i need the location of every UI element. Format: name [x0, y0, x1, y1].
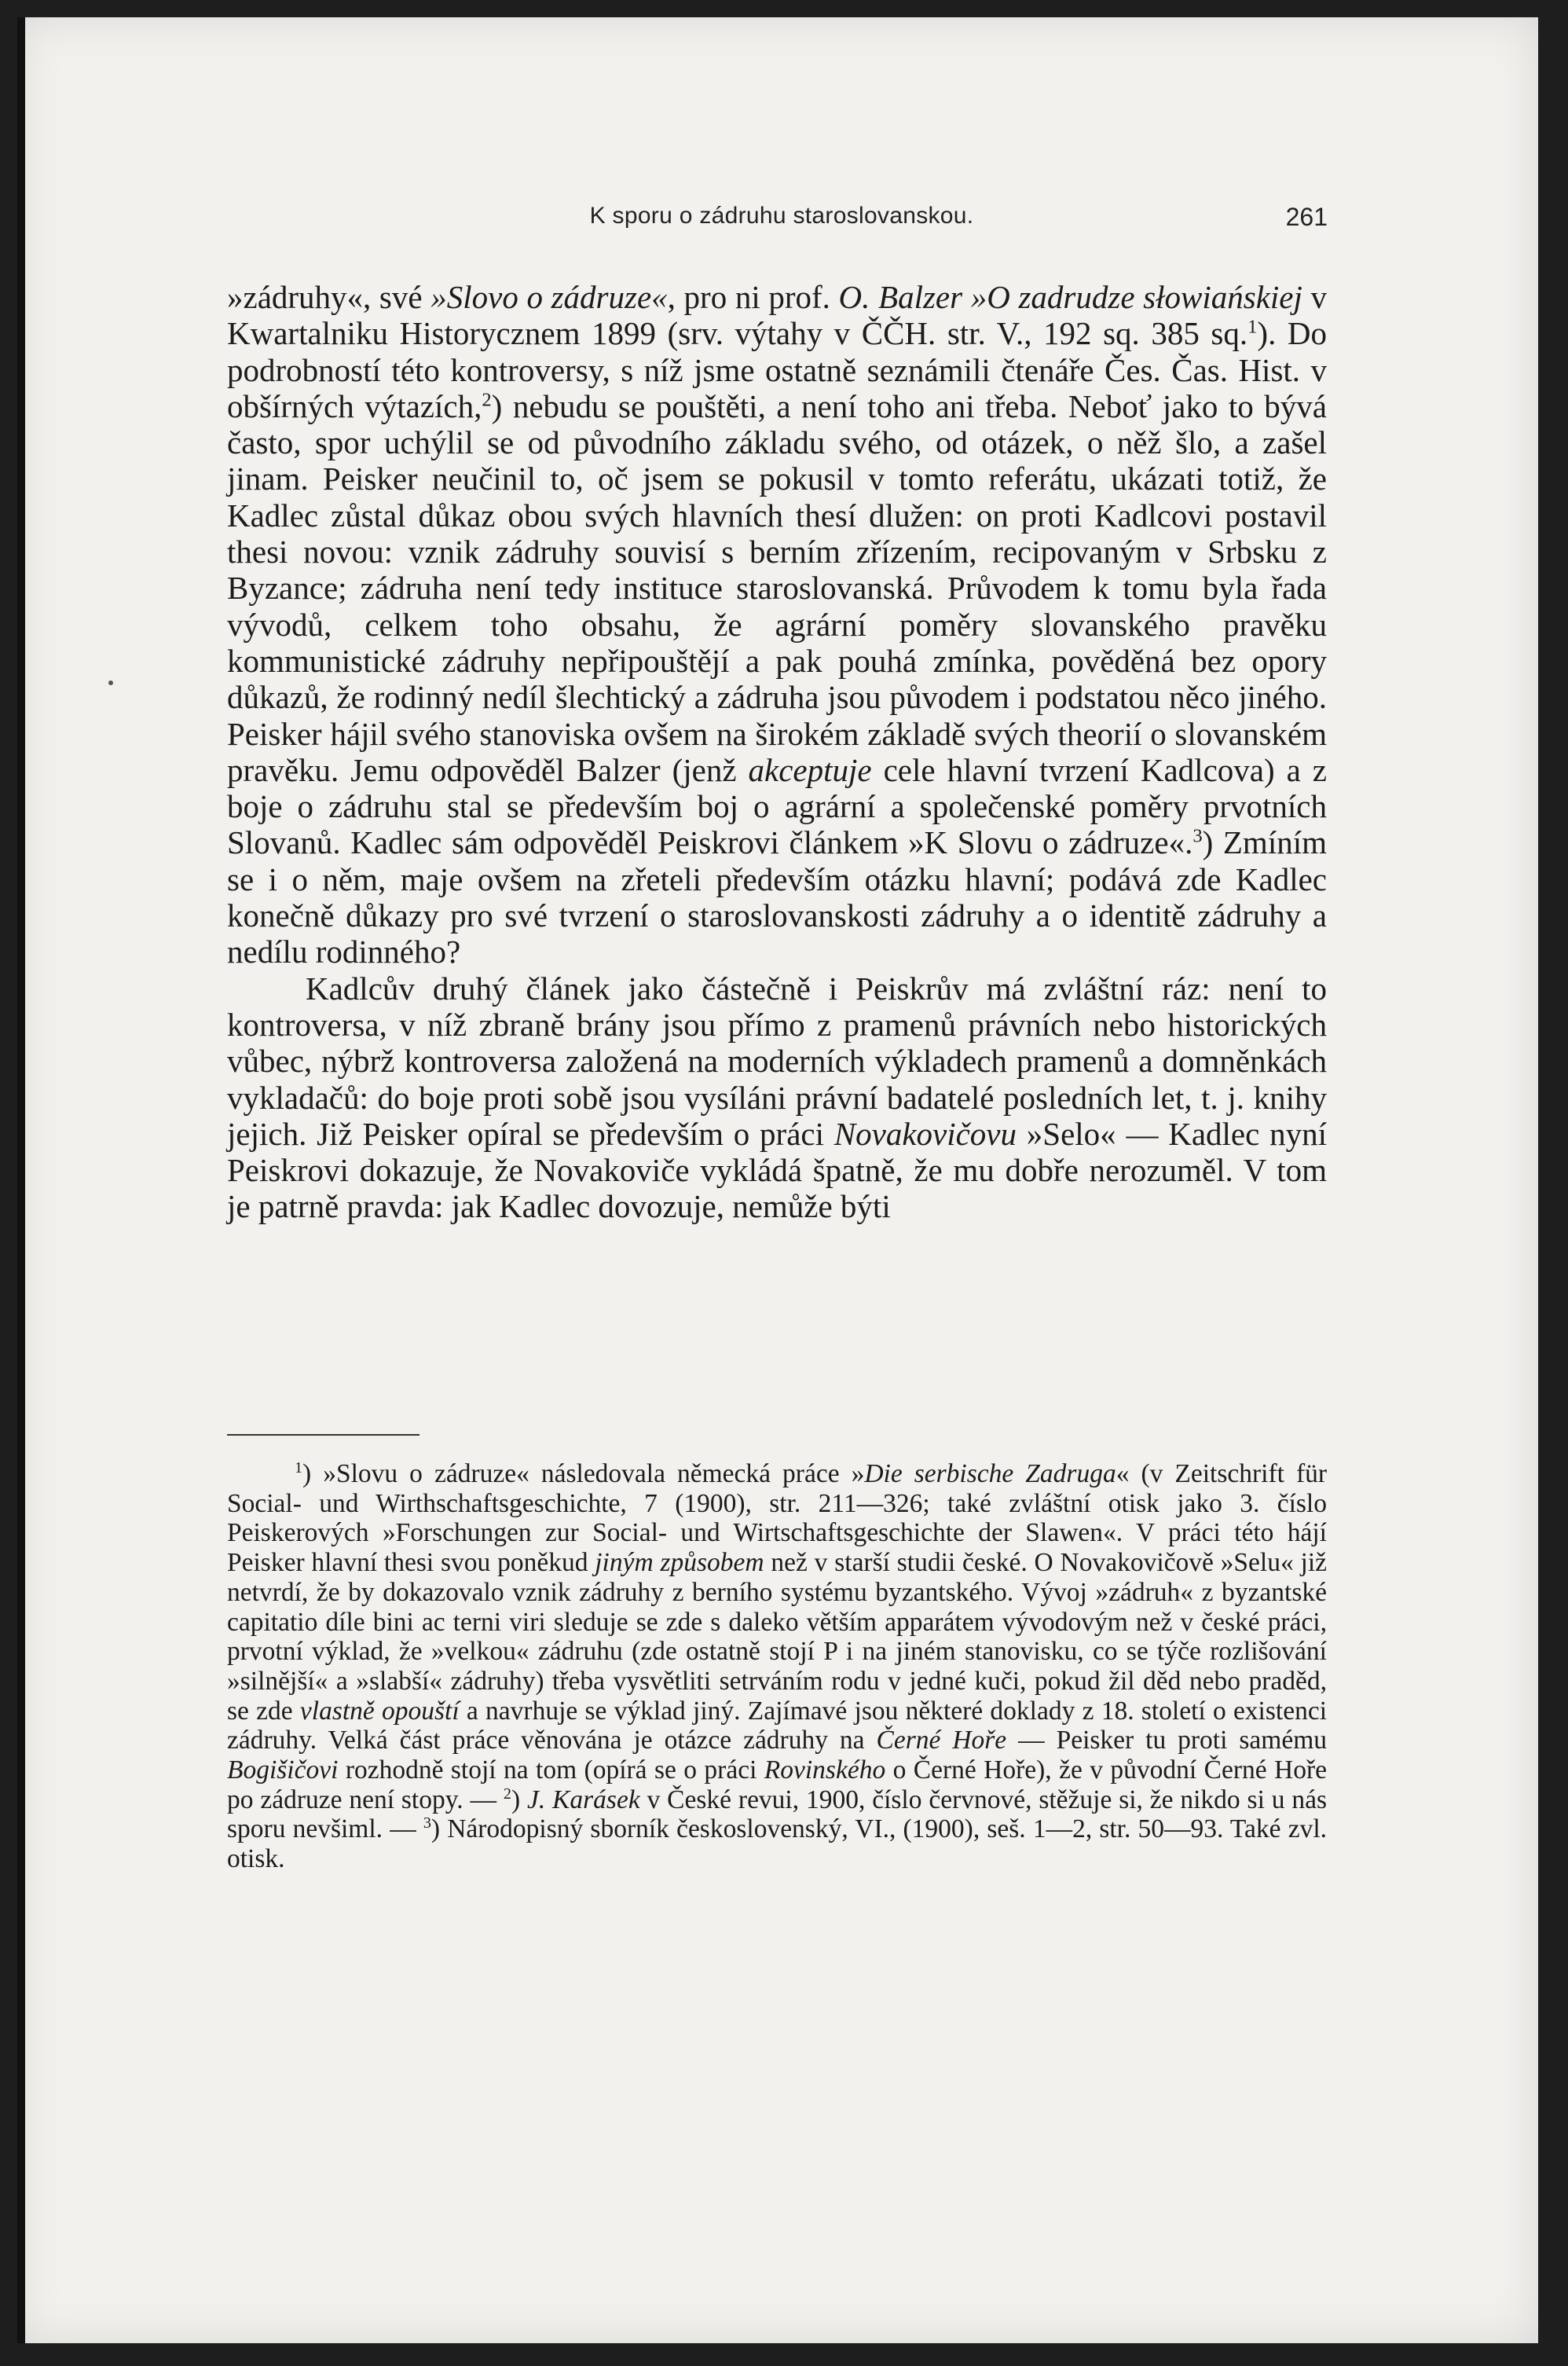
main-text [227, 279, 1327, 1225]
footnote-block [227, 1459, 1327, 1874]
italic-author: Rovinského [764, 1755, 886, 1785]
text-run: ) Národopisný sborník československý, VI., (1900), seš. 1—2, str. 50—93. Také zvl. otisk. [227, 1814, 1328, 1874]
text-run: « (v Zeitschrift für Social- und Wirthschaftsgeschichte, 7 (1900), str. 211—326; také zvláštní otisk jako 3. číslo Peiskerových »Forschungen zur Social- und Wirtschaftsgeschichte der Slawen«. V práci této hájí Peisker hlavní thesi svou poněkud [227, 1459, 1328, 1578]
text-run: než v starší studii české. O Novakovičově »Selu« již netvrdí, že by dokazovalo vznik zádruhy z berního systému byzantského. Vývoj »zádruh« z byzantské capitatio díle bini ac terni viri sleduje se zde s daleko větším apparátem vývodovým než v české práci, prvotní výklad, že »velkou« zádruhu (zde ostatně stojí P i na jiném stanovisku, co se týče rozlišování »silnější« a »slabší« zádruhy) třeba vysvětliti setrváním rodu v jedné kuči, pokud žil děd nebo praděd, se zde [227, 1548, 1328, 1726]
paper-speck [108, 680, 113, 685]
footnote-ref-2: 2 [482, 389, 492, 411]
text-run: ). Do podrobností této kontroversy, s níž jsme ostatně seznámili čtenáře Čes. Čas. Hist. v obšírných výtazích, [227, 315, 1327, 424]
footnote-marker-3: 3 [423, 1814, 431, 1832]
footnote-rule [227, 1434, 419, 1436]
text-run: v Kwartalniku Historycznem 1899 (srv. výtahy v ČČH. str. V., 192 sq. 385 sq. [227, 279, 1328, 352]
text-run: a navrhuje se výklad jiný. Zajímavé jsou některé doklady z 18. století o existenci zádruhy. Velká část práce věnována je otázce zádruhy na [227, 1696, 1328, 1755]
text-run: — Peisker tu proti samému [1006, 1726, 1328, 1755]
text-run: ) Zmíním se i o něm, maje ovšem na zřeteli především otázku hlavní; podává zde Kadlec konečně důkazy pro své tvrzení o staroslovanskosti zádruhy a o identitě zádruhy a nedílu rodinného? [227, 824, 1327, 970]
footnote-ref-1: 1 [1247, 316, 1258, 338]
footnote-ref-3: 3 [1192, 825, 1203, 847]
text-run: o Černé Hoře), že v původní Černé Hoře po zádruze není stopy. — [227, 1755, 1327, 1814]
paragraph-2 [227, 970, 1327, 1225]
italic-author: Novakovičovu [833, 1115, 1017, 1152]
italic-word: akceptuje [748, 751, 872, 788]
italic-author-title: O. Balzer »O zadrudze słowiańskiej [838, 279, 1302, 315]
text-run: »Selo« — Kadlec nyní Peiskrovi dokazuje, že Novakoviče vykládá špatně, že mu dobře nerozuměl. V tom je patrně pravda: jak Kadlec dovozuje, nemůže býti [227, 1115, 1327, 1225]
footnotes [227, 1459, 1327, 1874]
paragraph-1 [227, 279, 1327, 970]
running-title: K sporu o zádruhu staroslovanskou. [589, 203, 974, 229]
italic-place: Černé Hoře [876, 1726, 1007, 1755]
text-run: »zádruhy«, své [227, 279, 431, 315]
italic-author: J. Karásek [526, 1785, 640, 1814]
text-run: , pro ni prof. [667, 279, 839, 315]
italic-phrase: vlastně opouští [299, 1696, 460, 1726]
footnote-marker-1: 1 [295, 1458, 303, 1476]
text-run: ) »Slovu o zádruze« následovala německá práce » [302, 1459, 865, 1488]
italic-title: »Slovo o zádruze« [430, 279, 668, 315]
page-binding-edge [17, 17, 25, 2343]
footnote-marker-2: 2 [503, 1785, 511, 1803]
italic-title: Die serbische Zadruga [864, 1459, 1116, 1488]
text-run: cele hlavní tvrzení Kadlcova) a z boje o zádruhu stal se především boj o agrární a společenské poměry prvotních Slovanů. Kadlec sám odpověděl Peiskrovi článkem »K Slovu o zádruze«. [227, 751, 1328, 861]
page-header [236, 203, 1328, 242]
text-run: ) [511, 1785, 527, 1814]
text-run: v České revui, 1900, číslo červnové, stěžuje si, že nikdo si u nás sporu nevšiml. — [227, 1785, 1327, 1844]
text-run: ) nebudu se pouštěti, a není toho ani třeba. Neboť jako to bývá často, spor uchýlil se od původního základu svého, od otázek, o něž šlo, a zašel jinam. Peisker neučinil to, oč jsem se pokusil v tomto referátu, ukázati totiž, že Kadlec zůstal důkaz obou svých hlavních thesí dlužen: on proti Kadlcovi postavil thesi novou: vznik zádruhy souvisí s berním zřízením, recipovaným v Srbsku z Byzance; zádruha není tedy instituce staroslovanská. Průvodem k tomu byla řada vývodů, celkem toho obsahu, že agrární poměry slovanského pravěku kommunistické zádruhy nepřipouštějí a pak pouhá zmínka, pověděná bez opory důkazů, že rodinný nedíl šlechtický a zádruha jsou původem i podstatou něco jiného. Peisker hájil svého stanoviska ovšem na širokém základě svých theorií o slovanském pravěku. Jemu odpověděl Balzer (jenž [227, 387, 1327, 788]
italic-author: Bogišičovi [227, 1755, 339, 1785]
italic-phrase: jiným způsobem [595, 1548, 764, 1578]
text-run: Kadlcův druhý článek jako částečně i Peiskrův má zvláštní ráz: není to kontroversa, v níž zbraně brány jsou přímo z pramenů právních nebo historických vůbec, nýbrž kontroversa založená na moderních výkladech pramenů a domněnkách vykladačů: do boje proti sobě jsou vysíláni právní badatelé posledních let, t. j. knihy jejich. Již Peisker opíral se především o práci [227, 970, 1327, 1152]
text-run: rozhodně stojí na tom (opírá se o práci [338, 1755, 764, 1785]
page-number: 261 [1285, 203, 1328, 231]
